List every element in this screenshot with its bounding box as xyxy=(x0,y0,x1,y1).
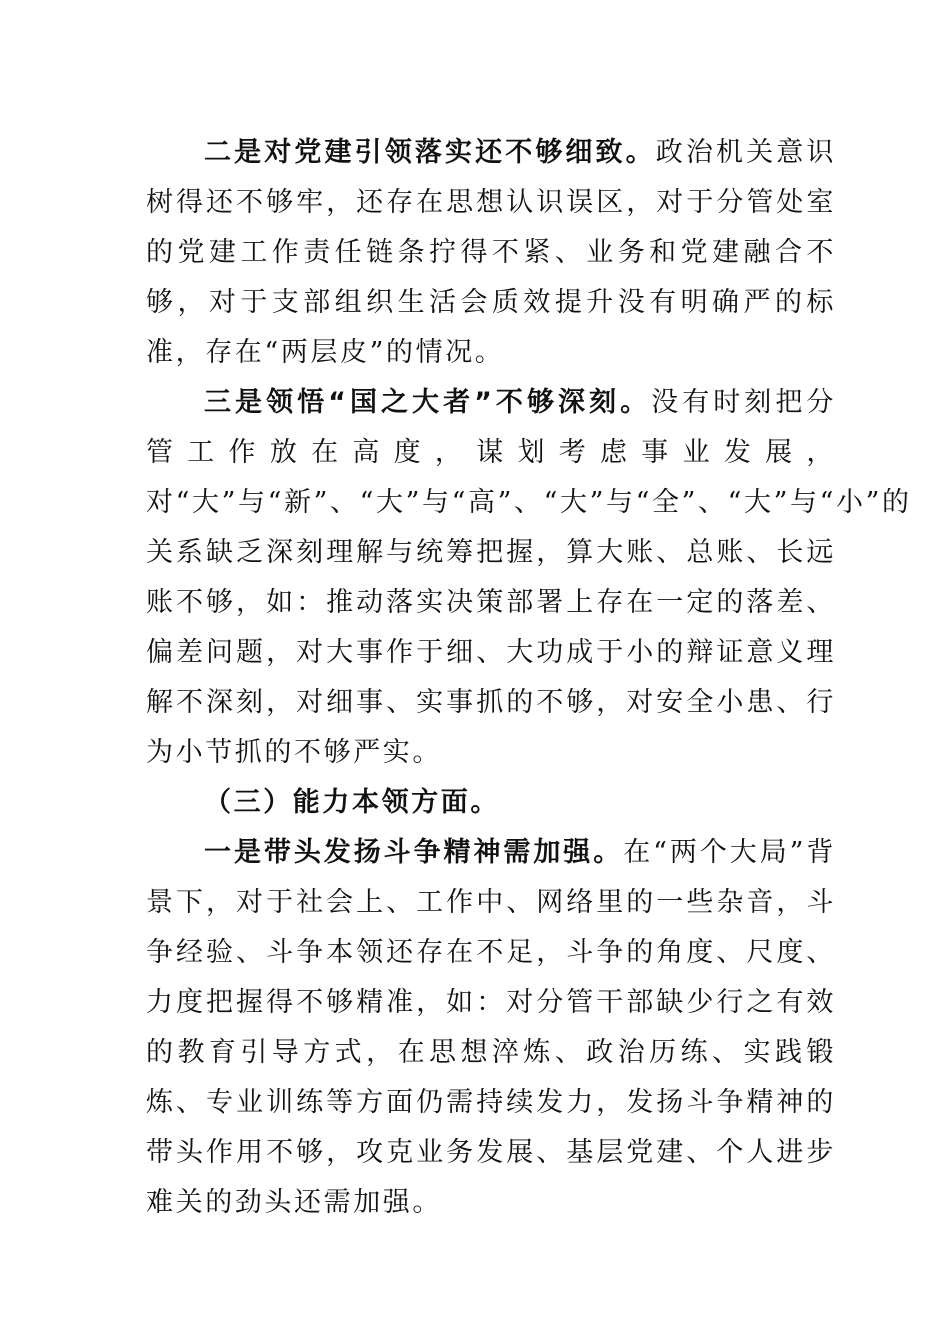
paragraph-body: 政治机关意识树得还不够牢，还存在思想认识误区，对于分管处室的党建工作责任链条拧得不紧、业务和党建融合不够，对于支部组织生活会质效提升没有明确严的标准，存在“两层皮”的情况。 xyxy=(146,137,836,368)
paragraph-body: 没有时刻把分管工作放在高度，谋划考虑事业发展，对“大”与“新”、“大”与“高”、“大”与“全”、“大”与“小”的关系缺乏深刻理解与统筹把握，算大账、总账、长远账不够，如：推动落实决策部署上存在一定的落差、偏差问题，对大事作于细、大功成于小的辩证意义理解不深刻，对细事、实事抓的不够，对安全小患、行为小节抓的不够严实。 xyxy=(146,387,912,768)
section-heading: （三）能力本领方面。 xyxy=(204,787,500,818)
paragraph-party-building xyxy=(146,128,836,378)
paragraph-body: 在“两个大局”背景下，对于社会上、工作中、网络里的一些杂音，斗争经验、斗争本领还存在不足，斗争的角度、尺度、力度把握得不够精准，如：对分管干部缺少行之有效的教育引导方式，在思想淬炼、政治历练、实践锻炼、专业训练等方面仍需持续发力，发扬斗争精神的带头作用不够，攻克业务发展、基层党建、个人进步难关的劲头还需加强。 xyxy=(146,837,837,1218)
paragraph-lead: 一是带头发扬斗争精神需加强。 xyxy=(204,837,624,868)
paragraph-lead: 三是领悟“国之大者”不够深刻。 xyxy=(204,387,652,418)
paragraph-struggle-spirit xyxy=(146,828,836,1228)
document-body xyxy=(146,128,912,1228)
paragraph-lead: 二是对党建引领落实还不够细致。 xyxy=(204,137,656,168)
paragraph-guozhidazhe xyxy=(146,378,912,778)
